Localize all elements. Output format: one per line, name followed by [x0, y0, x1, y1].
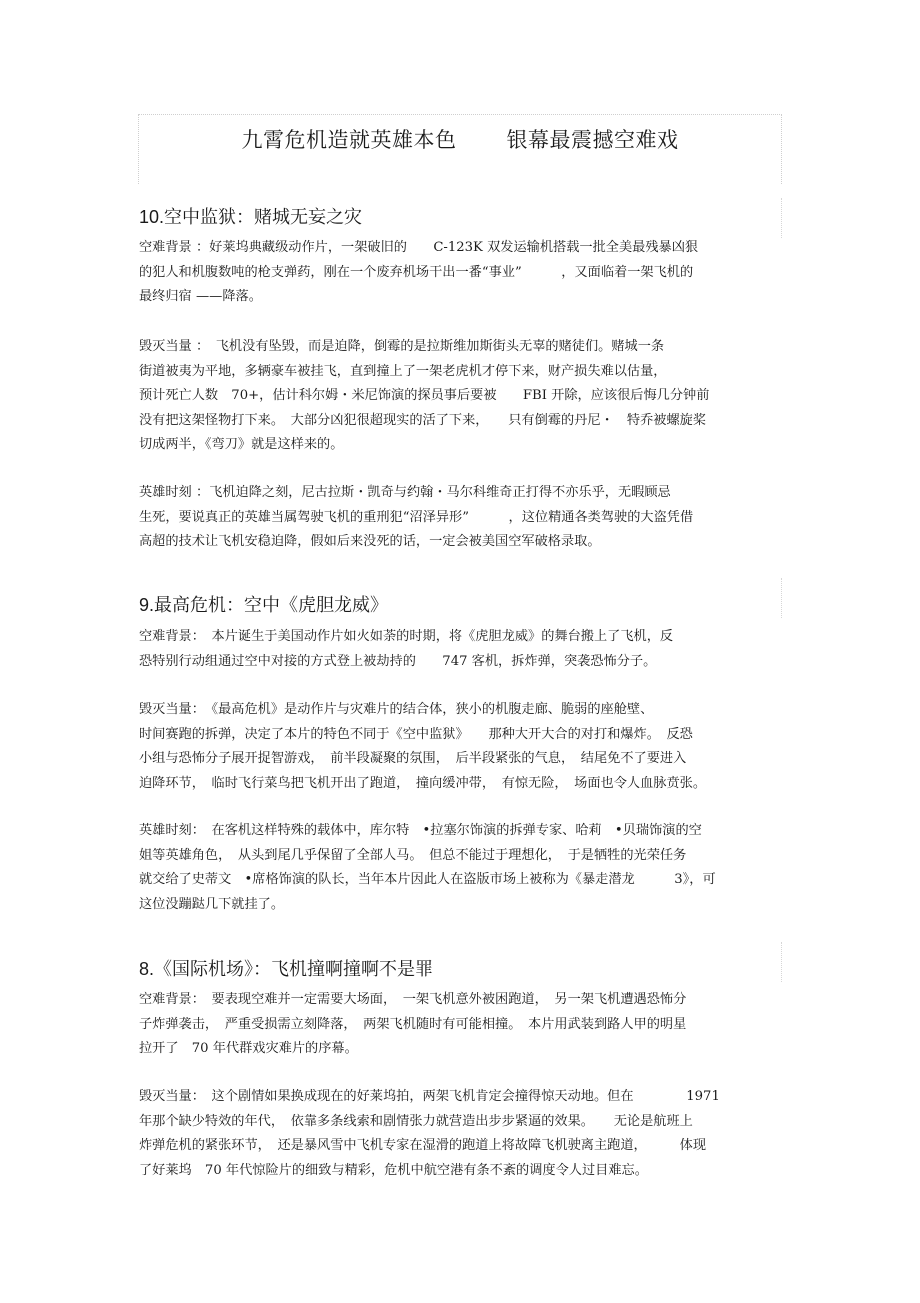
text-line: 最终归宿 ——降落。 — [139, 289, 262, 305]
hero-paragraph — [139, 481, 779, 555]
text-line: 炸弹危机的紧张环节， 还是暴风雪中飞机专家在湿滑的跑道上将故障飞机驶离主跑道， 体现 — [139, 1138, 707, 1154]
section-title: 最高危机：空中《虎胆龙威》 — [154, 595, 389, 616]
text-line: 姐等英雄角色， 从头到尾几乎保留了全部人马。 但总不能过于理想化， 于是牺牲的光荣任务 — [139, 847, 687, 863]
page-title — [138, 124, 782, 154]
text-line: 时间赛跑的拆弹，决定了本片的特色不同于《空中监狱》 那种大开大合的对打和爆炸。 反恐 — [139, 726, 693, 742]
title-left: 九霄危机造就英雄本色 — [241, 128, 457, 152]
text-line: 空难背景： 要表现空难并一定需要大场面， 一架飞机意外被困跑道， 另一架飞机遭遇恐怖分 — [139, 992, 687, 1007]
section-number: 10. — [139, 207, 165, 227]
text-line: 毁灭当量： 这个剧情如果换成现在的好莱坞拍，两架飞机肯定会撞得惊天动地。但在 1971 — [139, 1089, 720, 1104]
background-paragraph — [139, 625, 779, 674]
section-heading — [139, 203, 362, 229]
text-line: 预计死亡人数 70+，估计科尔姆・米尼饰演的探员事后要被 FBI 开除，应该很后悔几分钟前 — [139, 388, 710, 404]
text-line: 街道被夷为平地，多辆豪车被挂飞，直到撞上了一架老虎机才停下来，财产损失难以估量， — [139, 363, 667, 379]
frame-segment — [781, 578, 782, 618]
frame-segment — [781, 942, 782, 982]
text-line: 小组与恐怖分子展开捉智游戏， 前半段凝聚的氛围， 后半段紧张的气息， 结尾免不了要进入 — [139, 751, 687, 767]
text-line: 英雄时刻 ：飞机迫降之刻，尼古拉斯・凯奇与约翰・马尔科维奇正打得不亦乐乎，无暇顾忌 — [139, 485, 671, 500]
destruction-paragraph — [139, 335, 779, 458]
section-title: 《国际机场》：飞机撞啊撞啊不是罪 — [154, 959, 434, 980]
text-line: 毁灭当量 ： 飞机没有坠毁，而是迫降，倒霉的是拉斯维加斯街头无辜的赌徒们。赌城一条 — [139, 339, 665, 354]
title-right: 银幕最震撼空难戏 — [506, 128, 679, 152]
text-line: 迫降环节， 临时飞行菜鸟把飞机开出了跑道， 撞向缓冲带， 有惊无险， 场面也令人血脉贲张。 — [139, 775, 707, 791]
text-line: 没有把这架怪物打下来。 大部分凶犯很超现实的活了下来， 只有倒霉的丹尼・ 特乔被螺旋桨 — [139, 412, 707, 428]
text-line: 了好莱坞 70 年代惊险片的细致与精彩，危机中航空港有条不紊的调度令人过目难忘。 — [139, 1162, 648, 1178]
text-line: 空难背景： 本片诞生于美国动作片如火如荼的时期，将《虎胆龙威》的舞台搬上了飞机，反 — [139, 629, 674, 644]
text-line: 这位没蹦跶几下就挂了。 — [139, 896, 285, 912]
text-line: 切成两半，《弯刀》就是这样来的。 — [139, 437, 344, 453]
section-heading — [139, 955, 433, 981]
background-paragraph — [139, 988, 779, 1062]
destruction-paragraph — [139, 698, 779, 796]
page-frame-top — [138, 114, 782, 115]
text-line: 生死，要说真正的英雄当属驾驶飞机的重刑犯“沼泽异形” ，这位精通各类驾驶的大盗凭借 — [139, 509, 694, 525]
text-line: 年那个缺少特效的年代， 依靠多条线索和剧情张力就营造出步步紧逼的效果。 无论是航班上 — [139, 1113, 693, 1129]
section-title: 空中监狱：赌城无妄之灾 — [164, 207, 363, 228]
text-line: 毁灭当量： 《最高危机》是动作片与灾难片的结合体，狭小的机腹走廊、脆弱的座舱壁、 — [139, 702, 654, 717]
text-line: 英雄时刻： 在客机这样特殊的载体中，库尔特 •拉塞尔饰演的拆弹专家、哈莉 •贝瑞饰演的空 — [139, 823, 702, 838]
text-line: 拉开了 70 年代群戏灾难片的序幕。 — [139, 1041, 358, 1057]
destruction-paragraph — [139, 1085, 779, 1183]
text-line: 的犯人和机腹数吨的枪支弹药，刚在一个废弃机场干出一番“事业” ，又面临着一架飞机的 — [139, 264, 694, 280]
background-paragraph — [139, 236, 779, 310]
text-line: 恐特别行动组通过空中对接的方式登上被劫持的 747 客机，拆炸弹，突袭恐怖分子。 — [139, 653, 657, 669]
text-line: 就交给了史蒂文 •席格饰演的队长，当年本片因此人在盗版市场上被称为《暴走潜龙 3》，可 — [139, 872, 716, 888]
text-line: 子炸弹袭击， 严重受损需立刻降落， 两架飞机随时有可能相撞。 本片用武装到路人甲的明星 — [139, 1016, 687, 1032]
frame-segment — [781, 198, 782, 238]
section-number: 8. — [139, 959, 155, 979]
section-number: 9. — [139, 595, 155, 615]
hero-paragraph — [139, 819, 779, 917]
section-heading — [139, 591, 388, 617]
text-line: 空难背景 ：好莱坞典藏级动作片，一架破旧的 C-123K 双发运输机搭载一批全美最残暴凶狠 — [139, 240, 699, 255]
text-line: 高超的技术让飞机安稳迫降，假如后来没死的话，一定会被美国空军破格录取。 — [139, 534, 601, 550]
